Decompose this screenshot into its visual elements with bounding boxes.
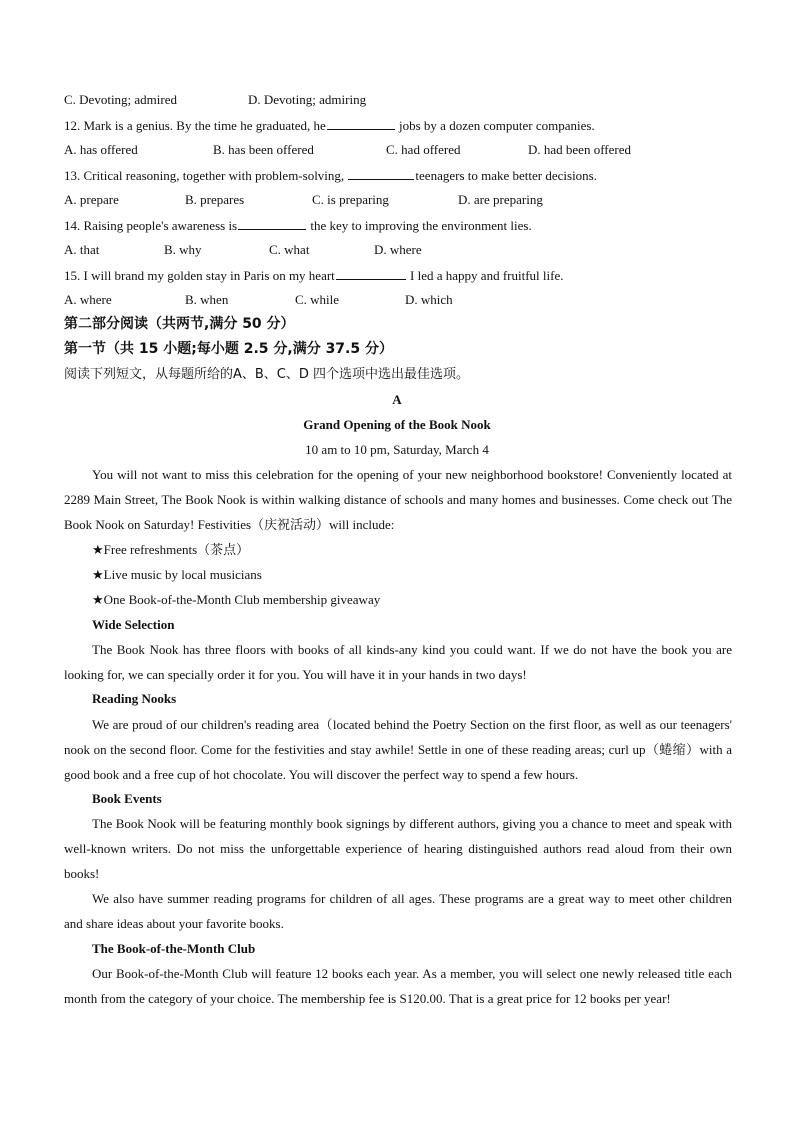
q12-option-b: B. has been offered xyxy=(213,142,314,157)
q13-option-d: D. are preparing xyxy=(458,192,543,207)
q13-option-b: B. prepares xyxy=(185,192,245,207)
q12-stem-end: jobs by a dozen computer companies. xyxy=(395,118,595,133)
q12-blank xyxy=(327,117,395,130)
q14-stem-start: 14. Raising people's awareness is xyxy=(64,218,238,233)
q11-option-d: D. Devoting; admiring xyxy=(248,92,367,107)
paragraph-wide-selection: The Book Nook has three floors with books of all kinds-any kind you could want. If we do not have the book you are looking for, we can specially order it for you. You will have it in your hands in two days! xyxy=(64,642,732,682)
q14-option-c: C. what xyxy=(269,242,310,257)
q15-option-b: B. when xyxy=(185,292,229,307)
heading-reading-nooks: Reading Nooks xyxy=(92,691,177,706)
part2-heading: 第二部分阅读（共两节,满分 50 分） xyxy=(64,316,295,332)
q11-option-c: C. Devoting; admired xyxy=(64,92,178,107)
q14-stem xyxy=(64,217,532,234)
section1-heading: 第一节（共 15 小题;每小题 2.5 分,满分 37.5 分） xyxy=(64,341,393,357)
q15-blank xyxy=(336,267,406,280)
reading-instruction: 阅读下列短文，从每题所给的A、B、C、D 四个选项中选出最佳选项。 xyxy=(64,367,470,382)
q12-option-a: A. has offered xyxy=(64,142,138,157)
paragraph-reading-nooks: We are proud of our children's reading area（located behind the Poetry Section on the first floor, as well as our teenagers' nook on the second floor. Come for the festivities and stay awhile! Settle in one of these reading areas; curl up（蜷缩）with a good book and a free cup of hot chocolate. You will discover the perfect way to spend a few hours. xyxy=(64,717,732,782)
q13-stem-start: 13. Critical reasoning, together with problem-solving, xyxy=(64,168,348,183)
heading-book-events: Book Events xyxy=(92,791,162,806)
q14-blank xyxy=(238,217,306,230)
q13-stem-end: teenagers to make better decisions. xyxy=(415,168,597,183)
q15-stem-end: I led a happy and fruitful life. xyxy=(406,268,564,283)
heading-book-of-the-month-club: The Book-of-the-Month Club xyxy=(92,941,256,956)
passage-title: Grand Opening of the Book Nook xyxy=(303,417,491,432)
bullet-live-music: ★Live music by local musicians xyxy=(92,567,262,582)
q13-stem xyxy=(64,167,597,184)
q15-option-d: D. which xyxy=(405,292,453,307)
q14-option-a: A. that xyxy=(64,242,100,257)
q13-option-c: C. is preparing xyxy=(312,192,389,207)
bullet-giveaway: ★One Book-of-the-Month Club membership giveaway xyxy=(92,592,381,607)
paragraph-book-of-the-month-club: Our Book-of-the-Month Club will feature 12 books each year. As a member, you will select one newly released title each month from the category of your choice. The membership fee is S120.00. That is a great price for 12 books per year! xyxy=(64,966,732,1006)
heading-wide-selection: Wide Selection xyxy=(92,617,175,632)
q12-stem-start: 12. Mark is a genius. By the time he graduated, he xyxy=(64,118,326,133)
q12-option-d: D. had been offered xyxy=(528,142,631,157)
q14-stem-end: the key to improving the environment lies. xyxy=(307,218,532,233)
passage-letter: A xyxy=(392,392,402,407)
q12-option-c: C. had offered xyxy=(386,142,461,157)
q12-stem xyxy=(64,117,595,134)
paragraph-book-events-1: The Book Nook will be featuring monthly book signings by different authors, giving you a chance to meet and speak with well-known writers. Do not miss the unforgettable experience of hearing distinguished authors read aloud from their own books! xyxy=(64,816,732,881)
q14-option-b: B. why xyxy=(164,242,202,257)
bullet-refreshments: ★Free refreshments（茶点） xyxy=(92,542,250,557)
q15-option-c: C. while xyxy=(295,292,340,307)
q15-stem-start: 15. I will brand my golden stay in Paris on my heart xyxy=(64,268,335,283)
q13-blank xyxy=(348,167,414,180)
passage-subtitle: 10 am to 10 pm, Saturday, March 4 xyxy=(305,442,489,457)
q14-option-d: D. where xyxy=(374,242,422,257)
q13-option-a: A. prepare xyxy=(64,192,119,207)
q15-option-a: A. where xyxy=(64,292,112,307)
passage-intro: You will not want to miss this celebration for the opening of your new neighborhood bookstore! Conveniently located at 2289 Main Street, The Book Nook is within walking distance of schools and many homes and businesses. Come check out The Book Nook on Saturday! Festivities（庆祝活动）will include: xyxy=(64,467,732,532)
q15-stem xyxy=(64,267,563,284)
paragraph-book-events-2: We also have summer reading programs for children of all ages. These programs are a great way to meet other children and share ideas about your favorite books. xyxy=(64,891,732,931)
